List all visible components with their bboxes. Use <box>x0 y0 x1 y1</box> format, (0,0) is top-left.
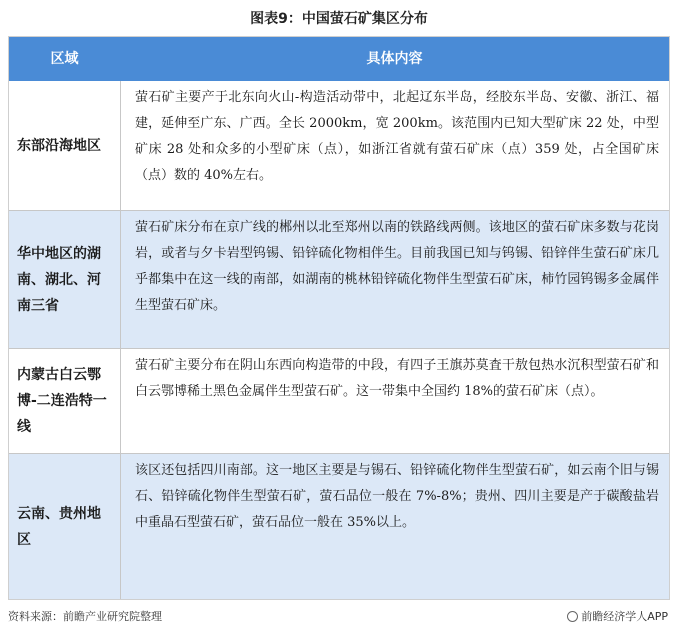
region-cell: 华中地区的湖南、湖北、河南三省 <box>17 245 101 314</box>
table-row <box>9 348 669 453</box>
content-cell: 萤石矿床分布在京广线的郴州以北至郑州以南的铁路线两侧。该地区的萤石矿床多数与花岗岩，或者与夕卡岩型钨锡、铅锌硫化物相伴生。目前我国已知与钨锡、铅锌伴生萤石矿床几乎都集中在这一线的南部，如湖南的桃林铅锌硫化物伴生型萤石矿床，柿竹园钨锡多金属伴生型萤石矿床。 <box>120 211 669 348</box>
region-table <box>8 36 670 600</box>
table-row <box>9 210 669 348</box>
table-row <box>9 81 669 210</box>
region-cell: 东部沿海地区 <box>17 137 101 154</box>
brand-label: 前瞻经济学人APP <box>581 610 668 623</box>
header-region: 区域 <box>50 51 79 67</box>
source-note: 资料来源：前瞻产业研究院整理 <box>8 610 162 623</box>
figure-title: 图表9：中国萤石矿集区分布 <box>250 11 428 27</box>
table-row <box>9 453 669 599</box>
region-cell: 内蒙古白云鄂博-二连浩特一线 <box>17 367 107 435</box>
table-header <box>9 37 669 81</box>
region-cell: 云南、贵州地区 <box>17 505 101 548</box>
brand-credit <box>567 608 668 624</box>
content-cell: 该区还包括四川南部。这一地区主要是与锡石、铅锌硫化物伴生型萤石矿，如云南个旧与锡石、铅锌硫化物伴生型萤石矿，萤石品位一般在 7%-8%；贵州、四川主要是产于碳酸盐岩中重晶石型萤石矿，萤石品位一般在 35%以上。 <box>120 454 669 599</box>
header-content: 具体内容 <box>366 51 423 67</box>
brand-logo-icon <box>567 611 578 622</box>
content-cell: 萤石矿主要分布在阴山东西向构造带的中段，有四子王旗苏莫査干敖包热水沉积型萤石矿和白云鄂博稀土黑色金属伴生型萤石矿。这一带集中全国约 18%的萤石矿床（点）。 <box>120 349 669 453</box>
content-cell: 萤石矿主要产于北东向火山-构造活动带中，北起辽东半岛，经胶东半岛、安徽、浙江、福建，延伸至广东、广西。全长 2000km，宽 200km。该范围内已知大型矿床 22 处，中型矿床 28 处和众多的小型矿床（点），如浙江省就有萤石矿床（点）359 处，占全国矿床（点）数的 40%左右。 <box>120 81 669 210</box>
